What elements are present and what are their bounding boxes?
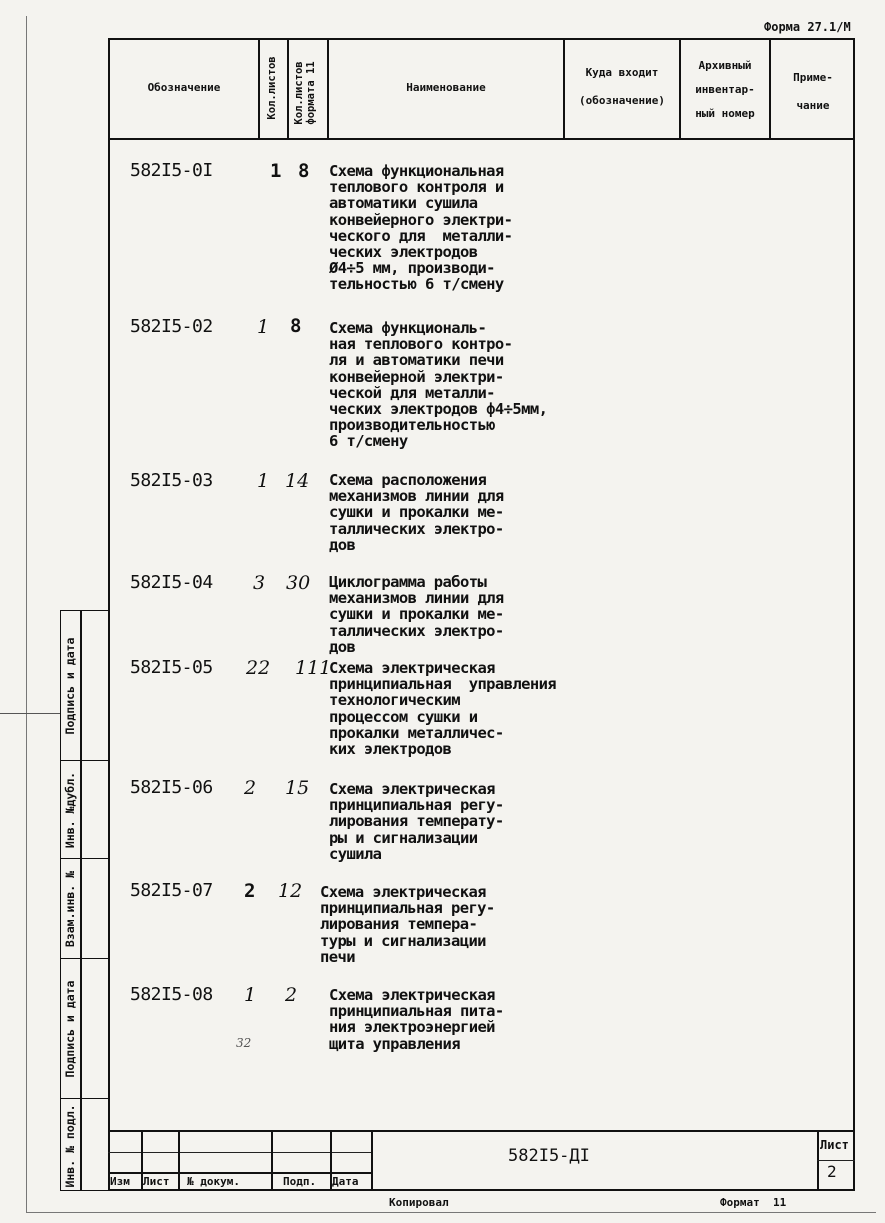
header-bottom-line <box>108 138 855 140</box>
header-kol-listov: Кол.листов <box>266 56 278 120</box>
header-arhiv <box>681 54 769 126</box>
row-sheets11: 111 <box>295 657 332 679</box>
row-sheets: 2 <box>244 880 256 902</box>
row-code: 582I5-06 <box>130 777 213 798</box>
tb-divider <box>271 1130 273 1191</box>
header-naimenovanie: Наименование <box>406 81 486 94</box>
row-sheets: 1 <box>257 470 270 492</box>
row-code: 582I5-05 <box>130 657 213 678</box>
row-sheets11: 15 <box>285 777 310 799</box>
margin-note: 32 <box>236 1036 252 1050</box>
header-arhiv-line1: Архивный <box>698 59 752 72</box>
row-code: 582I5-03 <box>130 470 213 491</box>
tb-izm: Изм <box>110 1175 130 1188</box>
side-label-vzam-inv: Взам.инв. № <box>63 870 77 948</box>
tb-n-dokum: № докум. <box>187 1175 240 1188</box>
doc-code: 582I5-ДI <box>508 1146 590 1166</box>
row-sheets: 1 <box>257 316 270 338</box>
list-number: 2 <box>827 1162 837 1181</box>
list-box-line <box>817 1160 855 1161</box>
header-prim-line1: Приме- <box>793 71 833 84</box>
tb-divider <box>371 1130 373 1191</box>
row-sheets: 2 <box>244 777 257 799</box>
side-label-inv-dubl: Инв. №дубл. <box>63 771 77 849</box>
side-label-podpis-data-bottom: Подпись и дата <box>63 980 77 1078</box>
footer-format: Формат 11 <box>720 1196 787 1209</box>
row-description: Схема электрическая принципиальная регу- лирования температу- ры и сигнализации сушила <box>329 780 504 863</box>
row-description: Схема функциональная теплового контроля и автоматики сушила конвейерного электри- ческого для металли- ческих электродов Ø4÷5 мм, производи- тельностью 6 т/смену <box>329 162 513 294</box>
header-primechanie <box>771 64 855 120</box>
row-description: Циклограмма работы механизмов линии для сушки и прокалки ме- таллических электро- дов <box>329 573 504 656</box>
header-kuda-vhodit-line1: Куда входит <box>585 66 659 79</box>
row-code: 582I5-04 <box>130 572 213 593</box>
row-sheets11: 14 <box>285 470 310 492</box>
row-sheets11: 30 <box>286 572 311 594</box>
col-divider <box>287 38 289 139</box>
row-sheets11: 12 <box>278 880 303 902</box>
row-sheets11: 8 <box>290 315 302 337</box>
side-label-podpis-data: Подпись и дата <box>63 637 77 735</box>
row-code: 582I5-08 <box>130 984 213 1005</box>
header-oboznachenie: Обозначение <box>147 81 221 94</box>
row-description: Схема электрическая принципиальная управления технологическим процессом сушки и прокалки металличес- ких электродов <box>329 659 557 759</box>
title-block-row <box>108 1172 372 1174</box>
col-divider <box>258 38 260 139</box>
side-label-inv-podl: Инв. № подл. <box>63 1104 77 1188</box>
header-kuda-vhodit <box>565 62 679 112</box>
tb-data: Дата <box>332 1175 359 1188</box>
header-kuda-vhodit-line2: (обозначение) <box>578 94 666 107</box>
header-arhiv-line3: ный номер <box>695 107 755 120</box>
row-sheets: 1 <box>244 984 257 1006</box>
header-kol-listov-formata: Кол.листов формата 11 <box>293 61 317 125</box>
row-description: Схема электрическая принципиальная регу- лирования темпера- туры и сигнализации печи <box>320 883 495 966</box>
row-description: Схема расположения механизмов линии для сушки и прокалки ме- таллических электро- дов <box>329 471 504 554</box>
row-code: 582I5-02 <box>130 316 213 337</box>
row-code: 582I5-07 <box>130 880 213 901</box>
form-label: Форма 27.1/М <box>764 20 851 34</box>
row-sheets11: 2 <box>285 984 298 1006</box>
header-arhiv-line2: инвентар- <box>695 83 755 96</box>
tb-podp: Подп. <box>283 1175 317 1188</box>
row-description: Схема электрическая принципиальная пита- ния электроэнергией щита управления <box>329 986 504 1053</box>
header-prim-line2: чание <box>796 99 830 112</box>
row-sheets: 3 <box>253 572 266 594</box>
row-sheets11: 8 <box>298 160 310 182</box>
list-label: Лист <box>820 1138 849 1152</box>
title-block-row <box>108 1152 372 1153</box>
row-sheets: 22 <box>246 657 271 679</box>
tb-divider <box>178 1130 180 1191</box>
title-block-top <box>108 1130 855 1132</box>
margin-tick <box>0 713 60 714</box>
footer-kopiroval: Копировал <box>389 1196 449 1209</box>
tb-list: Лист <box>143 1175 170 1188</box>
row-code: 582I5-0I <box>130 160 213 181</box>
row-description: Схема функциональ- ная теплового контро- ля и автоматики печи конвейерной электри- ческой для металли- ческих электродов ф4÷5мм, производительностью 6 т/смену <box>329 319 548 451</box>
row-sheets: 1 <box>270 160 282 182</box>
